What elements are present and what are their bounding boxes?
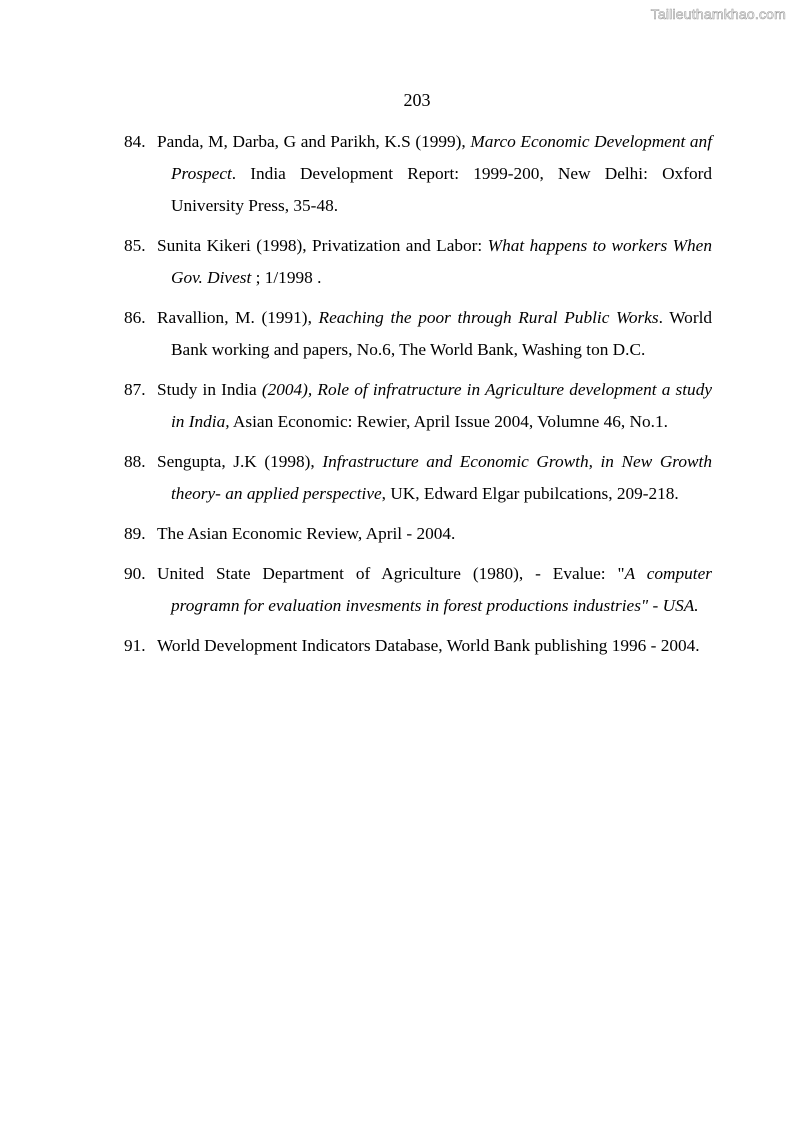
reference-number: 87. <box>124 380 146 399</box>
reference-number: 89. <box>124 524 146 543</box>
reference-text-segment: . India Development Report: 1999-200, New Delhi: Oxford University Press, 35-48. <box>171 164 712 215</box>
reference-text-segment: , UK, Edward Elgar pubilcations, 209-218. <box>381 484 679 503</box>
reference-text <box>157 374 713 438</box>
reference-text <box>157 126 712 222</box>
reference-item <box>124 518 712 550</box>
reference-item <box>124 374 712 438</box>
reference-text-segment: Ravallion, M. (1991), <box>157 308 319 327</box>
reference-text-segment: World Development Indicators Database, World Bank publishing 1996 - 2004. <box>157 636 700 655</box>
reference-item <box>124 230 712 294</box>
reference-title-italic: A computer programn for evaluation invesments in forest productions industries" - USA. <box>171 564 712 615</box>
page-number: 203 <box>403 90 431 110</box>
reference-number: 86. <box>124 308 146 327</box>
reference-text <box>157 630 712 662</box>
reference-number: 88. <box>124 452 146 471</box>
reference-item <box>124 302 712 366</box>
reference-title-italic: Marco Economic Development anf Prospect <box>171 132 712 183</box>
reference-text <box>157 518 712 550</box>
reference-title-italic: Infrastructure and Economic Growth, in New Growth theory- an applied perspective <box>171 452 712 503</box>
reference-number: 91. <box>124 636 146 655</box>
reference-text-segment: United State Department of Agriculture (1980), - Evalue: " <box>157 564 625 583</box>
reference-text-segment: Panda, M, Darba, G and Parikh, K.S (1999), <box>157 132 471 151</box>
reference-text-segment: The Asian Economic Review, April - 2004. <box>157 524 456 543</box>
reference-item <box>124 126 712 222</box>
reference-text-segment: Sengupta, J.K (1998), <box>157 452 323 471</box>
reference-number: 84. <box>124 132 146 151</box>
reference-item <box>124 558 712 622</box>
reference-text <box>157 446 712 510</box>
reference-text-segment: Asian Economic: Rewier, April Issue 2004, Volumne 46, No.1. <box>229 412 668 431</box>
reference-title-italic: Reaching the poor through Rural Public Works <box>318 308 659 327</box>
reference-text-segment: . World Bank working and papers, No.6, The World Bank, Washing ton D.C. <box>171 308 713 359</box>
watermark-text: Tailieuthamkhao.com <box>650 6 786 22</box>
reference-text-segment: ; 1/1998 . <box>251 268 322 287</box>
reference-text-segment: Study in India <box>157 380 262 399</box>
reference-text <box>157 230 712 294</box>
reference-item <box>124 446 712 510</box>
reference-number: 85. <box>124 236 146 255</box>
reference-text <box>157 558 712 622</box>
reference-text-segment: Sunita Kikeri (1998), Privatization and Labor: <box>157 236 488 255</box>
reference-list <box>124 126 712 670</box>
reference-number: 90. <box>124 564 146 583</box>
reference-item <box>124 630 712 662</box>
reference-title-italic: What happens to workers When Gov. Divest <box>171 236 712 287</box>
reference-title-italic: (2004), Role of infratructure in Agriculture development a study in India, <box>171 380 713 431</box>
reference-text <box>157 302 713 366</box>
